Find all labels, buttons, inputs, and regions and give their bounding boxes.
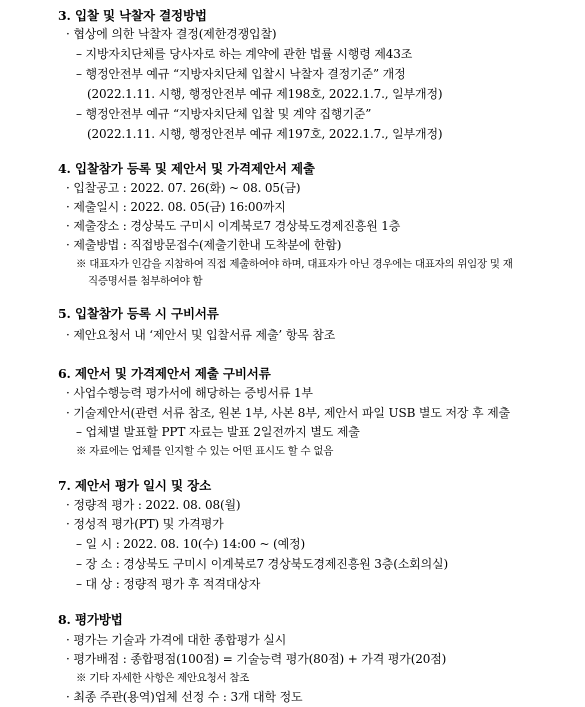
bullet-item: · 제출일시 : 2022. 08. 05(금) 16:00까지 <box>66 200 286 214</box>
bullet-item: · 최종 주관(용역)업체 선정 수 : 3개 대학 정도 <box>66 690 303 704</box>
bullet-item: · 제안요청서 내 ‘제안서 및 입찰서류 제출’ 항목 참조 <box>66 328 336 342</box>
section-heading: 5. 입찰참가 등록 시 구비서류 <box>58 306 219 321</box>
bullet-item: · 정성적 평가(PT) 및 가격평가 <box>66 517 224 531</box>
bullet-item: · 제출방법 : 직접방문접수(제출기한내 도착분에 한함) <box>66 238 342 252</box>
dash-item: – 업체별 발표할 PPT 자료는 발표 2일전까지 별도 제출 <box>76 425 360 439</box>
section-heading: 6. 제안서 및 가격제안서 제출 구비서류 <box>58 366 271 381</box>
bullet-item: · 평가배점 : 종합평점(100점) = 기술능력 평가(80점) + 가격 평가(20점) <box>66 652 447 666</box>
note-item: ※ 기타 자세한 사항은 제안요청서 참조 <box>76 672 250 684</box>
section-heading: 8. 평가방법 <box>58 612 123 627</box>
note-continuation: 직증명서를 첨부하여야 함 <box>88 275 203 287</box>
dash-item: – 행정안전부 예규 “지방자치단체 입찰 및 계약 집행기준” <box>76 107 372 121</box>
dash-item: – 지방자치단체를 당사자로 하는 계약에 관한 법률 시행령 제43조 <box>76 47 413 61</box>
note-item: ※ 자료에는 업체를 인지할 수 있는 어떤 표시도 할 수 없음 <box>76 445 334 457</box>
bullet-item: · 정량적 평가 : 2022. 08. 08(월) <box>66 498 241 512</box>
note-item: ※ 대표자가 인감을 지참하여 직접 제출하여야 하며, 대표자가 아닌 경우에는 대표자의 위임장 및 재 <box>76 258 513 270</box>
bullet-item: · 기술제안서(관련 서류 참조, 원본 1부, 사본 8부, 제안서 파일 USB 별도 저장 후 제출 <box>66 406 510 420</box>
bullet-item: · 입찰공고 : 2022. 07. 26(화) ~ 08. 05(금) <box>66 181 301 195</box>
continuation-line: (2022.1.11. 시행, 행정안전부 예규 제198호, 2022.1.7., 일부개정) <box>87 87 443 101</box>
bullet-item: · 제출장소 : 경상북도 구미시 이계북로7 경상북도경제진흥원 1층 <box>66 219 401 233</box>
bullet-item: · 협상에 의한 낙찰자 결정(제한경쟁입찰) <box>66 27 277 41</box>
dash-item: – 행정안전부 예규 “지방자치단체 입찰시 낙찰자 결정기준” 개정 <box>76 67 406 81</box>
section-heading: 4. 입찰참가 등록 및 제안서 및 가격제안서 제출 <box>58 161 315 176</box>
dash-item: – 장 소 : 경상북도 구미시 이계북로7 경상북도경제진흥원 3층(소회의실) <box>76 557 449 571</box>
dash-item: – 일 시 : 2022. 08. 10(수) 14:00 ~ (예정) <box>76 537 306 551</box>
section-heading: 7. 제안서 평가 일시 및 장소 <box>58 478 212 493</box>
section-heading: 3. 입찰 및 낙찰자 결정방법 <box>58 8 207 23</box>
bullet-item: · 사업수행능력 평가서에 해당하는 증빙서류 1부 <box>66 386 313 400</box>
dash-item: – 대 상 : 정량적 평가 후 적격대상자 <box>76 577 261 591</box>
continuation-line: (2022.1.11. 시행, 행정안전부 예규 제197호, 2022.1.7., 일부개정) <box>87 127 443 141</box>
bullet-item: · 평가는 기술과 가격에 대한 종합평가 실시 <box>66 633 287 647</box>
